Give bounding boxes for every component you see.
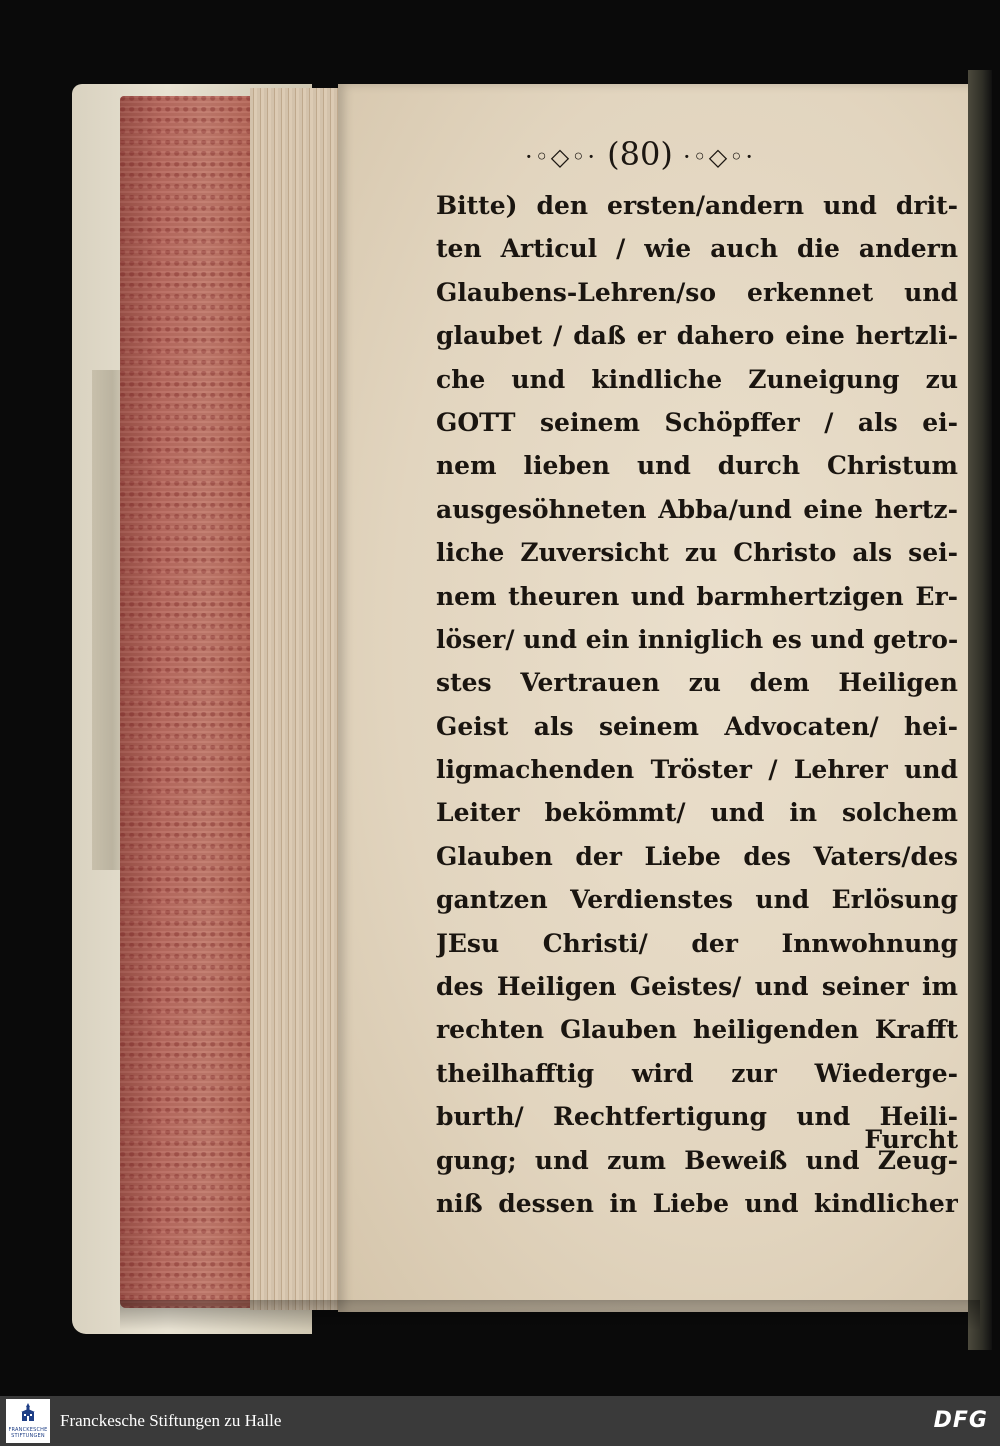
- bottom-shadow: [120, 1300, 980, 1330]
- text-line: Glauben der Liebe des Vaters/des: [436, 841, 958, 871]
- text-line: che und kindliche Zuneigung zu: [436, 364, 958, 394]
- text-line: ligmachenden Tröster / Lehrer und: [436, 755, 958, 785]
- text-line: ausgesöhneten Abba/und eine hertz-: [436, 494, 958, 524]
- text-line: nem lieben und durch Christum: [436, 451, 958, 481]
- ornament-left: ·◦◇◦·: [524, 143, 597, 171]
- institution-logo[interactable]: [6, 1399, 50, 1443]
- text-line: nem theuren und barmhertzigen Er-: [436, 581, 958, 611]
- text-line: niß dessen in Liebe und kindlicher: [436, 1188, 958, 1218]
- ornament-right: ·◦◇◦·: [683, 143, 756, 171]
- sprinkled-fore-edge: [120, 96, 260, 1308]
- text-line: liche Zuversicht zu Christo als sei-: [436, 538, 958, 568]
- text-line: JEsu Christi/ der Innwohnung: [436, 928, 958, 958]
- text-line: des Heiligen Geistes/ und seiner im: [436, 972, 958, 1002]
- text-line: Geist als seinem Advocaten/ hei-: [436, 711, 958, 741]
- text-line: ten Articul / wie auch die andern: [436, 234, 958, 264]
- text-line: Glaubens-Lehren/so erkennet und: [436, 277, 958, 307]
- text-line: theilhafftig wird zur Wiederge-: [436, 1058, 958, 1088]
- logo-label: FRANCKESCHE STIFTUNGEN: [8, 1427, 48, 1439]
- binding-edge: [968, 70, 992, 1350]
- page-stack: [250, 88, 345, 1310]
- text-line: GOTT seinem Schöpffer / als ei-: [436, 407, 958, 437]
- text-line: Leiter bekömmt/ und in solchem: [436, 798, 958, 828]
- text-line: Bitte) den ersten/andern und drit-: [436, 191, 958, 220]
- dfg-logo[interactable]: DFG: [933, 1408, 988, 1433]
- text-line: glaubet / daß er dahero eine hertzli-: [436, 321, 958, 351]
- footer-bar: [0, 1396, 1000, 1446]
- text-line: gantzen Verdienstes und Erlösung: [436, 885, 958, 915]
- text-line: gung; und zum Beweiß und Zeug-: [436, 1145, 958, 1175]
- orphanage-building-icon: [20, 1403, 36, 1423]
- text-line: löser/ und ein inniglich es und getro-: [436, 624, 958, 654]
- body-text: [436, 184, 958, 1225]
- text-line: burth/ Rechtfertigung und Heili-: [436, 1102, 958, 1132]
- text-line: stes Vertrauen zu dem Heiligen: [436, 668, 958, 698]
- catchword: Furcht: [864, 1125, 958, 1154]
- page-header: [340, 132, 940, 176]
- page-number: (80): [607, 135, 673, 173]
- text-line: rechten Glauben heiligenden Krafft: [436, 1015, 958, 1045]
- institution-name[interactable]: Franckesche Stiftungen zu Halle: [60, 1411, 282, 1430]
